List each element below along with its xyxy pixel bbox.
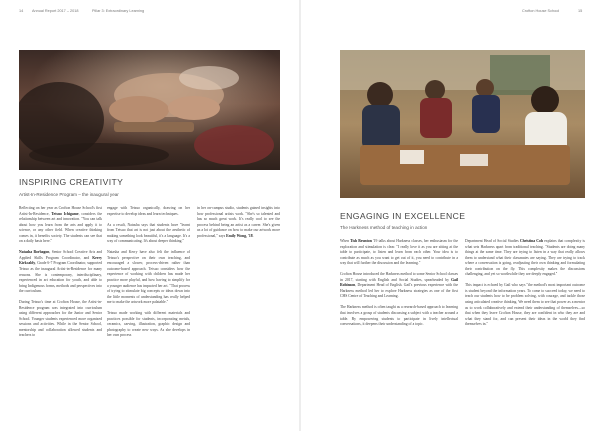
right-article-column-2 <box>465 239 585 333</box>
text-run: Reflecting on her year as Crofton House School's first Artist-In-Residence, <box>19 206 102 216</box>
person-name: Kerry Kirkcaldy <box>19 255 102 266</box>
person-name: Tetsuo Ichigame <box>51 211 79 216</box>
paragraph <box>19 206 102 245</box>
left-article-column-3 <box>197 206 280 245</box>
text-run: , considers the relationship between art and innovation. "You can talk about how you learn from the arts and apply it to science, or any other field. When creative thinking comes in, it benefits society. The students can see that on a daily basis here." <box>19 211 103 244</box>
text-run: The Harkness method is often taught as a research-based approach to learning that involves a group of students discussing a subject with a teacher around a table. By empowering students to participate in lively intellectual conversations, it deepens their understanding of a topic. <box>340 305 458 327</box>
left-article-title: INSPIRING CREATIVITY <box>19 177 124 187</box>
paragraph <box>19 250 102 294</box>
text-run: During Tetsuo's time at Crofton House, the Artist-in-Residence program was integrated into curriculum using different approaches for the Junior and Senior School. Younger students experienced more organized sessions and activities. While in the Senior School, mentorship and collaboration allowed students and teachers to <box>19 300 102 338</box>
person-name: Christina Coh <box>519 239 543 243</box>
page-spine <box>299 0 301 431</box>
person-name: Natasha Borbagon <box>19 250 50 255</box>
paragraph <box>107 250 190 305</box>
left-article-subtitle: Artist-In-Residence Program – the inaugural year <box>19 192 119 197</box>
text-run: Crofton House introduced the Harkness method to some Senior School classes in 2017, starting with English and Social Studies, spearheaded by <box>340 272 458 282</box>
text-run: in her on-campus studio, students gained insights into how professional artists work. "She's so talented and has so much great work. It's really cool to see the process behind being an artist as a career. She's given us a lot of guidance on how to make our artwork more professional," says <box>197 206 280 238</box>
person-name: Gail Robinson <box>340 277 458 288</box>
text-run: , Department Head of English. Gail's previous experience with the Harkness method led her to explore Harkness strategies as one of the first CHS Centre of Teaching and Learning. <box>340 283 458 299</box>
text-run: Natasha and Kerry have also felt the influence of Tetsuo's perspective on their own teaching, and encouraged a slower, process-driven rather than outcome-based approach. Tetsuo considers how the experience of working with children has made her practice more playful, and how having to simplify for a younger audience has impacted her art. "That process of trying to stimulate big concepts or ideas down into the little moments of understanding has really helped me to make the artwork more palatable." <box>107 250 190 305</box>
photo-hands-carving <box>19 50 280 170</box>
text-run: Tetsuo made working with different materials and practices possible for students, incorporating metals, ceramics, carving, illustration, graphic design and photography to create new ways. As she develops in her own process <box>107 311 190 338</box>
right-article-title: ENGAGING IN EXCELLENCE <box>340 211 466 221</box>
right-article-subtitle: The Harkness method of teaching in action <box>340 225 428 230</box>
paragraph <box>197 206 280 239</box>
person-name: Tish Brunton <box>350 239 372 243</box>
right-running-header: Crofton House School <box>522 9 560 13</box>
paragraph <box>107 223 190 245</box>
paragraph <box>465 283 585 327</box>
hands-carving-image <box>19 50 280 170</box>
paragraph <box>107 311 190 339</box>
text-run: Department Head of Social Studies <box>465 239 520 243</box>
left-article-column-1 <box>19 206 102 345</box>
text-run: . <box>252 233 254 238</box>
text-run: '19 talks about Harkness classes, her enthusiasm for the exploration and stimulation is clear. "I really love it as you are sitting at the table to participate, to listen and learn from each other. Your idea is to contribute as much as you want to get out of it, you need to contribute in a way that will further the discussion and the learning." <box>340 239 458 266</box>
text-run: , Grade 6-7 Program Coordinator, supported Tetsuo as the inaugural Artist-in-Residence for many reasons. She is contemporary, interdisciplinary, experienced in art education for youth, and able to bring Indigenous forms, methods and perspectives into the curriculum. <box>19 261 102 294</box>
text-run: explains that complexity is what sets Harkness apart from traditional teaching. "Students are doing many things at the same time. They are trying to listen in a way that really allows them to understand what their classmates are saying. They are trying to track where a conversation is going, readjusting their own thinking and formulating their contribution on the fly. This complexity makes the discussions challenging, and yet so worthwhile they are deeply engaged." <box>465 239 585 277</box>
text-run: , Senior School Creative Arts and Applied Skills Program Coordinator, and <box>19 250 102 260</box>
text-run: This impact is echoed by Gail who says "the method's most important outcome is student beyond the information years. To come to succeed today, we need to teach our students how to be problem solving, with courage, and tackle those using articulated creative thinking. We need them to see that power as a mentor as to work collaboratively and extend their understanding of themselves—so that when they leave Crofton House, they are confident in who they are and what they stand for, and can present their ideas in the world they find themselves in." <box>465 283 585 327</box>
text-run: When <box>340 239 351 243</box>
text-run: As a result, Natasha says that students have "learnt from Tetsuo that art is not just about the aesthetic of making something look beautiful, it's a language. It's a way of communicating. It's about deeper thinking." <box>107 222 190 244</box>
classroom-image <box>340 50 585 198</box>
right-article-column-1 <box>340 239 458 333</box>
paragraph <box>19 300 102 339</box>
photo-harkness-classroom <box>340 50 585 198</box>
left-section-header: Pillar 3: Extraordinary Learning <box>92 9 145 13</box>
right-page-number: 15 <box>578 9 583 13</box>
left-page-number: 14 <box>19 9 24 13</box>
paragraph <box>340 272 458 300</box>
paragraph <box>340 239 458 267</box>
text-run: engage with Tetsuo organically, drawing on her expertise to develop ideas and learn techniques. <box>107 206 190 216</box>
paragraph <box>340 305 458 327</box>
left-article-column-2 <box>107 206 190 344</box>
paragraph <box>465 239 585 278</box>
person-name: Emily Wong, '18 <box>226 233 253 238</box>
paragraph <box>107 206 190 217</box>
left-running-header: Annual Report 2017 – 2018 <box>32 9 79 13</box>
